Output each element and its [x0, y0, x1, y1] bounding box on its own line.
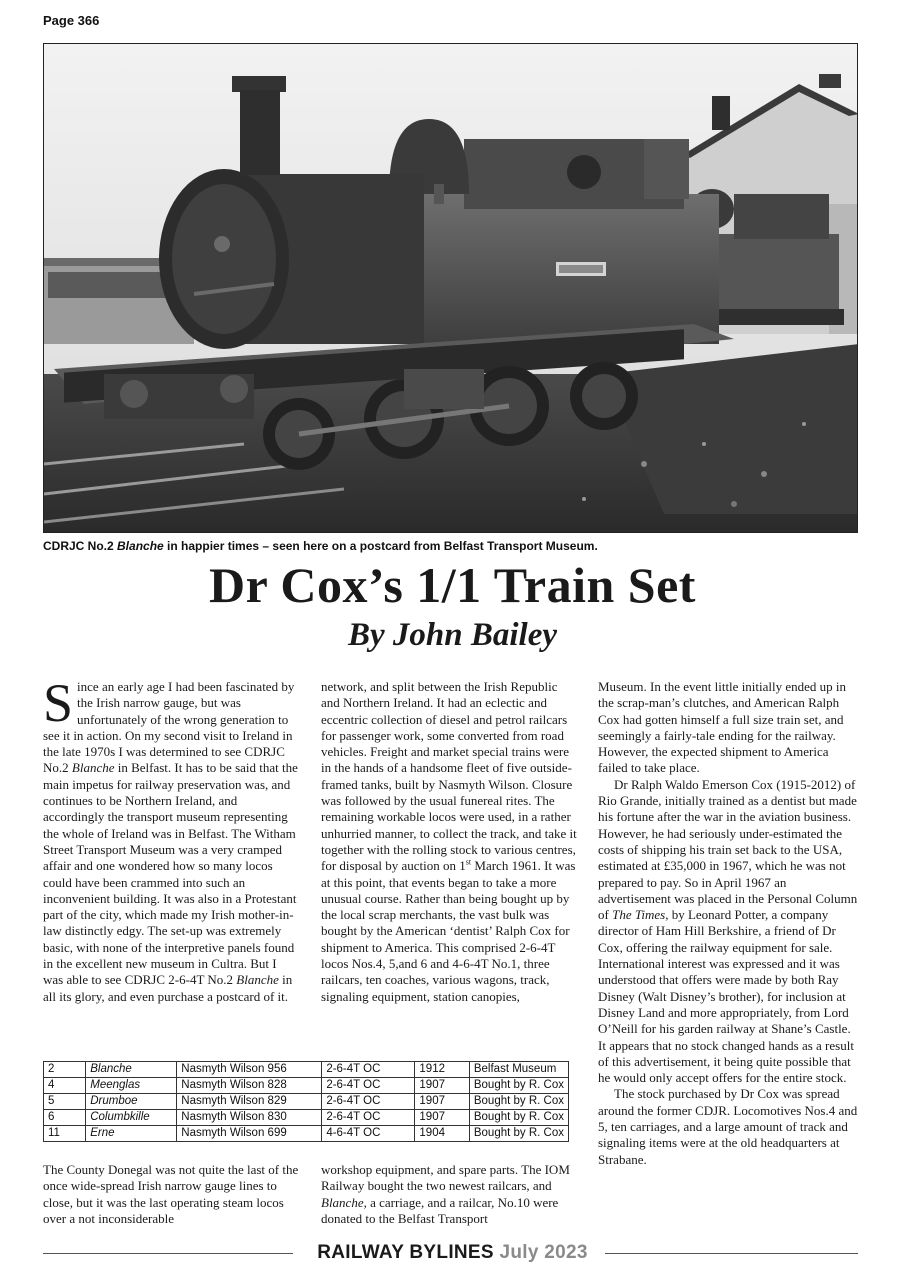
caption-loco-name: Blanche	[117, 539, 164, 553]
table-cell-builder: Nasmyth Wilson 828	[177, 1078, 322, 1094]
column-1-upper: Since an early age I had been fascinated by the Irish narrow gauge, but was unfortunately of the wrong generation to see it in action. On my second visit to Ireland in the late 1970s I was determined to see CDRJC No.2 Blanche in Belfast. It has to be said that the main impetus for railway preservation was, and continues to be Northern Ireland, and accordingly the transport museum representing the whole of Ireland was in Belfast. The Witham Street Transport Museum was a very cramped affair and one wondered how so many locos could have been crammed into such an inconvenient building. It was also in a Protestant part of the city, which made my Irish mother-in-law distinctly edgy. The set-up was extremely basic, with none of the interpretive panels found in the excellent new museum in Cultra. But I was able to see CDRJC 2-6-4T No.2 Blanche in all its glory, and even purchase a postcard of it.	[43, 673, 298, 1004]
table-cell-builder: Nasmyth Wilson 830	[177, 1110, 322, 1126]
table-row	[44, 1094, 569, 1110]
table-cell-fate: Belfast Museum	[469, 1062, 568, 1078]
footer-issue-date: July 2023	[499, 1242, 588, 1263]
table-row	[44, 1126, 569, 1142]
page-number: Page 366	[43, 13, 100, 28]
table-cell-type: 4-6-4T OC	[322, 1126, 415, 1142]
table-cell-name: Erne	[86, 1126, 177, 1142]
column-2-upper: network, and split between the Irish Republic and Northern Ireland. It had an eclectic and eccentric collection of diesel and petrol railcars for passenger work, some converted from road vehicles. Freight and market special trains were in the hands of a handsome fleet of five outside-framed tanks, built by Nasmyth Wilson. Closure was followed by the usual funereal rites. The remaining workable locos were used, in a rather unhurried manner, to collect the track, and take it together with the rolling stock to various centres, for disposal by auction on 1st March 1961. It was at this point, that events began to take a more unusual course. Rather than being bought up by the local scrap merchants, the vast bulk was bought by the American ‘dentist’ Ralph Cox for shipment to America. This comprised 2-6-4T locos Nos.4, 5,and 6 and 4-6-4T No.1, three railcars, ten coaches, various wagons, track, signaling equipment, station canopies,	[321, 679, 577, 1004]
table-row	[44, 1078, 569, 1094]
table-row	[44, 1110, 569, 1126]
table-cell-name: Drumboe	[86, 1094, 177, 1110]
table-cell-no: 11	[44, 1126, 86, 1142]
table-cell-year: 1904	[415, 1126, 469, 1142]
table-cell-year: 1912	[415, 1062, 469, 1078]
article-title: Dr Cox’s 1/1 Train Set	[209, 557, 696, 613]
table-cell-fate: Bought by R. Cox	[469, 1126, 568, 1142]
table-cell-type: 2-6-4T OC	[322, 1094, 415, 1110]
table-cell-type: 2-6-4T OC	[322, 1078, 415, 1094]
column-3: Museum. In the event little initially ended up in the scrap-man’s clutches, and American Ralph Cox had gotten himself a full size train set, and seemingly a fairly-tale ending for the railway. However, the expected shipment to America failed to take place. Dr Ralph Waldo Emerson Cox (1915-2012) of Rio Grande, initially trained as a dentist but made his fortune after the war in the aviation business. However, he had seriously under-estimated the costs of shipping his train set back to the USA, estimated at £35,000 in 1967, which he was not prepared to pay. So in April 1967 an advertisement was placed in the Personal Column of The Times, by Leonard Potter, a company director of Ham Hill Berkshire, a friend of Dr Cox, offering the railway equipment for sale. International interest was expressed and it was understood that offers were made by both Ray Disney (Walt Disney’s brother), for inclusion at Disney Land and more appropriately, from Lord O’Neill for his garden railway at Shane’s Castle. It appears that no stock changed hands as a result of this advertisement, it being quite possible that he would only accept offers for the entire stock. The stock purchased by Dr Cox was spread around the former CDJR. Locomotives Nos.4 and 5, ten carriages, and a large amount of track and signaling items were at the old headquarters at Strabane.	[598, 679, 858, 1167]
table-cell-name: Columbkille	[86, 1110, 177, 1126]
table-cell-no: 2	[44, 1062, 86, 1078]
locomotive-photo	[43, 43, 858, 533]
locomotive-stock-table	[43, 1061, 569, 1142]
column-2-lower: workshop equipment, and spare parts. The IOM Railway bought the two newest railcars, and Blanche, a carriage, and a railcar, No.10 were donated to the Belfast Transport	[321, 1162, 570, 1226]
table-cell-builder: Nasmyth Wilson 699	[177, 1126, 322, 1142]
table-cell-fate: Bought by R. Cox	[469, 1078, 568, 1094]
table-cell-year: 1907	[415, 1110, 469, 1126]
table-cell-builder: Nasmyth Wilson 829	[177, 1094, 322, 1110]
article-byline: By John Bailey	[347, 617, 557, 653]
table-cell-no: 6	[44, 1110, 86, 1126]
table-cell-year: 1907	[415, 1078, 469, 1094]
table-cell-fate: Bought by R. Cox	[469, 1110, 568, 1126]
table-row	[44, 1062, 569, 1078]
table-cell-builder: Nasmyth Wilson 956	[177, 1062, 322, 1078]
table-cell-name: Blanche	[86, 1062, 177, 1078]
table-cell-name: Meenglas	[86, 1078, 177, 1094]
column-1-lower: The County Donegal was not quite the last of the once wide-spread Irish narrow gauge lines to close, but it was the last operating steam locos over a not inconsiderable	[43, 1162, 299, 1226]
table-cell-fate: Bought by R. Cox	[469, 1094, 568, 1110]
photo-caption: CDRJC No.2 Blanche in happier times – seen here on a postcard from Belfast Transport Museum.	[43, 539, 598, 553]
drop-cap: S	[43, 673, 74, 733]
table-cell-no: 4	[44, 1078, 86, 1094]
table-cell-no: 5	[44, 1094, 86, 1110]
footer-magazine-name: RAILWAY BYLINES	[317, 1242, 494, 1263]
table-cell-year: 1907	[415, 1094, 469, 1110]
page-footer	[0, 1242, 905, 1264]
locomotive-photo-image	[44, 44, 858, 533]
table-cell-type: 2-6-4T OC	[322, 1110, 415, 1126]
table-cell-type: 2-6-4T OC	[322, 1062, 415, 1078]
